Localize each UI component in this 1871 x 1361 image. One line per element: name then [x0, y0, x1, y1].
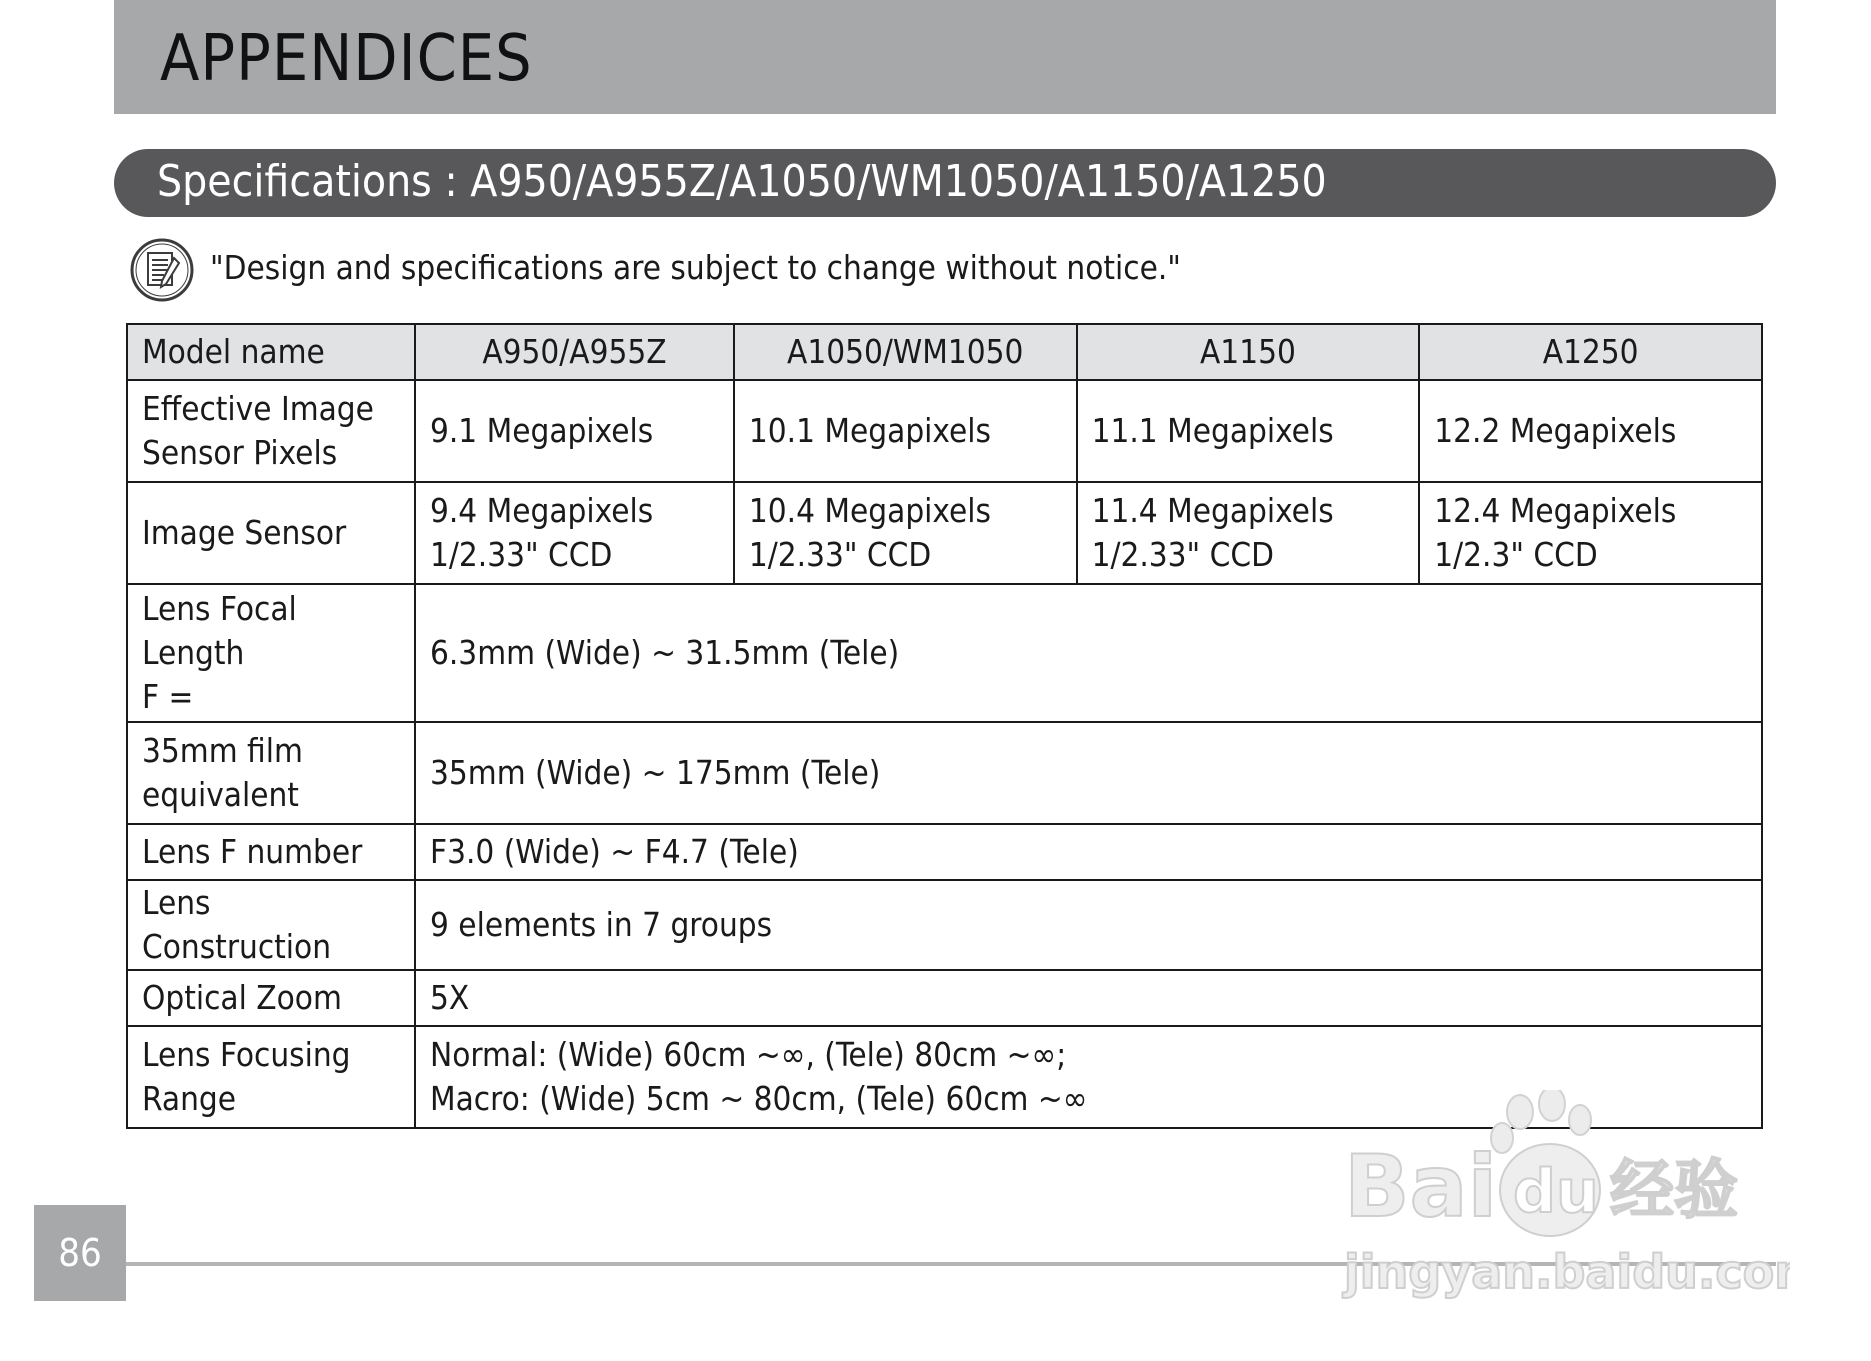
header-bar	[114, 0, 1776, 114]
table-row	[127, 380, 1762, 482]
row-label-focal-length: Lens Focal Length F =	[127, 584, 415, 722]
svg-text:jingyan.baidu.com: jingyan.baidu.com	[1344, 1245, 1790, 1299]
row-label-f-number: Lens F number	[127, 824, 415, 880]
baidu-watermark	[1330, 1090, 1790, 1310]
svg-text:经验: 经验	[1610, 1154, 1738, 1228]
svg-text:Bai: Bai	[1344, 1137, 1498, 1237]
table-cell: 6.3mm (Wide) ~ 31.5mm (Tele)	[415, 584, 1762, 722]
table-row	[127, 970, 1762, 1026]
column-header-a1250: A1250	[1419, 324, 1762, 380]
row-label-construction: Lens Construction	[127, 880, 415, 970]
table-row	[127, 824, 1762, 880]
column-header-a1150: A1150	[1077, 324, 1420, 380]
table-cell: 11.1 Megapixels	[1077, 380, 1420, 482]
column-header-model-name: Model name	[127, 324, 415, 380]
table-row	[127, 584, 1762, 722]
table-cell: 9.4 Megapixels 1/2.33" CCD	[415, 482, 734, 584]
row-label-optical-zoom: Optical Zoom	[127, 970, 415, 1026]
table-row	[127, 722, 1762, 824]
table-cell: 10.4 Megapixels 1/2.33" CCD	[734, 482, 1077, 584]
table-cell: Normal: (Wide) 60cm ~∞, (Tele) 80cm ~∞; Macro: (Wide) 5cm ~ 80cm, (Tele) 60cm ~∞	[415, 1026, 1762, 1128]
page-number: 86	[58, 1231, 102, 1275]
table-cell: 12.2 Megapixels	[1419, 380, 1762, 482]
row-label-effective-pixels: Effective Image Sensor Pixels	[127, 380, 415, 482]
row-label-focusing-range: Lens Focusing Range	[127, 1026, 415, 1128]
page-number-box	[34, 1205, 126, 1301]
column-header-a950: A950/A955Z	[415, 324, 734, 380]
table-cell: 35mm (Wide) ~ 175mm (Tele)	[415, 722, 1762, 824]
section-bar	[114, 149, 1776, 217]
table-cell: 12.4 Megapixels 1/2.3" CCD	[1419, 482, 1762, 584]
section-title: Specifications : A950/A955Z/A1050/WM1050/A1150/A1250	[157, 156, 1327, 207]
table-cell: 5X	[415, 970, 1762, 1026]
table-row	[127, 880, 1762, 970]
table-header-row	[127, 324, 1762, 380]
table-cell: F3.0 (Wide) ~ F4.7 (Tele)	[415, 824, 1762, 880]
table-cell: 9 elements in 7 groups	[415, 880, 1762, 970]
table-cell: 11.4 Megapixels 1/2.33" CCD	[1077, 482, 1420, 584]
table-cell: 9.1 Megapixels	[415, 380, 734, 482]
table-cell: 10.1 Megapixels	[734, 380, 1077, 482]
table-row	[127, 482, 1762, 584]
row-label-image-sensor: Image Sensor	[127, 482, 415, 584]
page-heading: APPENDICES	[160, 22, 533, 96]
disclaimer-note: "Design and specifications are subject to change without notice."	[210, 248, 1181, 287]
svg-text:du: du	[1513, 1157, 1599, 1227]
specifications-table	[126, 323, 1763, 1129]
column-header-a1050: A1050/WM1050	[734, 324, 1077, 380]
row-label-film-equivalent: 35mm film equivalent	[127, 722, 415, 824]
note-icon	[130, 238, 194, 302]
